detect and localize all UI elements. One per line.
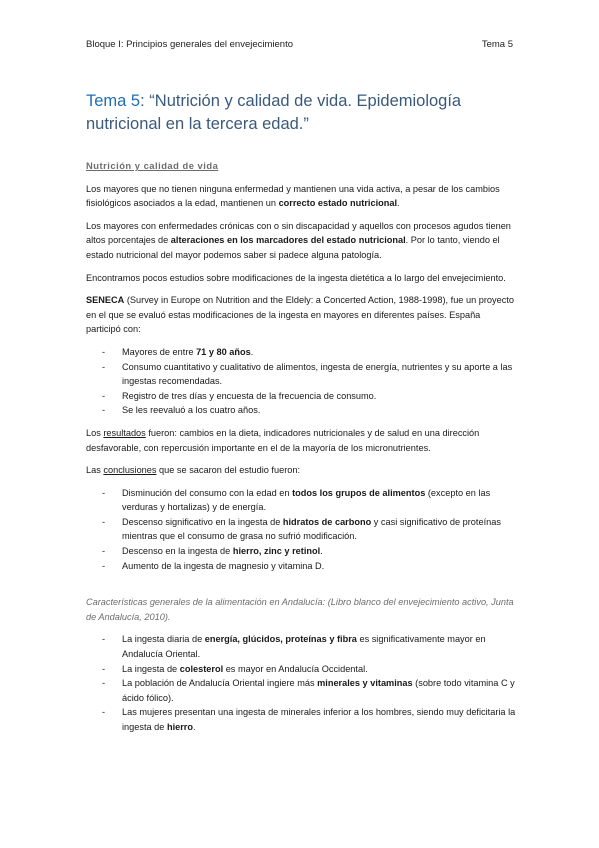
bold-text: hidratos de carbono [282,516,372,527]
section-heading-italic: Características generales de la alimentación en Andalucía: (Libro blanco del envejecimiento activo, Junta de Andalucía, 2010). [86,597,514,622]
bullet-list [86,632,516,734]
text-run: Se les reevaluó a los cuatro años. [122,405,261,416]
page-header [86,39,513,53]
underlined-text: resultados [103,427,146,438]
bold-text: todos los grupos de alimentos [292,487,426,498]
list-item [86,559,516,574]
list-item [86,676,516,705]
text-run: Las mujeres presentan una ingesta de minerales inferior a los hombres, siendo muy deficitaria la ingesta de [122,707,516,732]
text-run: Descenso significativo en la ingesta de [122,516,283,527]
text-run: Los mayores con enfermedades crónicas con o sin discapacidad y aquellos con procesos agudos tienen altos porcentajes de [86,220,511,246]
text-run: Los mayores que no tienen ninguna enfermedad y mantienen una vida activa, a pesar de los cambios fisiológicos asociados a la edad, mantienen un [86,183,500,209]
paragraph [86,463,516,478]
text-run: Consumo cuantitativo y cualitativo de alimentos, ingesta de energía, nutrientes y su aporte a las ingestas recomendadas. [122,361,513,387]
text-run: (excepto en las verduras y hortalizas) y de energía. [122,487,491,513]
document-body [86,159,516,743]
bold-text: energía, glúcidos, proteínas y fibra [204,634,357,645]
bullet-list [86,345,516,418]
text-run: . [320,546,323,557]
text-run: (sobre todo vitamina C y ácido fólico). [122,678,515,703]
list-item [86,486,516,515]
header-right: Tema 5 [481,39,513,50]
text-run: es significativamente mayor en Andalucía Oriental. [122,634,486,660]
paragraph [86,426,516,455]
bold-text: hierro, zinc y retinol [232,546,321,557]
bold-text: SENECA [86,295,125,306]
text-run: es mayor en Andalucía Occidental. [223,663,368,674]
text-run: que se sacaron del estudio fueron: [156,465,301,476]
bold-text: hierro [166,722,193,732]
text-run: Disminución del consumo con la edad en [122,487,293,498]
text-run: Descenso en la ingesta de [122,546,233,557]
bold-text: 71 y 80 años [196,346,251,357]
list-item [86,403,516,418]
text-run: La ingesta diaria de [122,634,205,645]
bold-text: correcto estado nutricional [278,198,398,209]
list-item [86,389,516,404]
list-item [86,345,516,360]
page-title [86,90,526,136]
bullet-list [86,486,516,574]
list-item [86,515,516,544]
text-run: La población de Andalucía Oriental ingiere más [122,678,318,689]
text-run: Registro de tres días y encuesta de la frecuencia de consumo. [122,390,377,401]
text-run: Las [86,465,104,476]
bold-text: colesterol [179,663,224,674]
title-text: : “Nutrición y calidad de vida. Epidemiología nutricional en la tercera edad.” [86,92,462,133]
list-item [86,705,516,734]
paragraph [86,293,516,337]
list-item [86,632,516,661]
paragraph [86,219,516,263]
text-run: y casi significativo de proteínas mientras que el consumo de grasa no sufrió modificación. [122,516,501,542]
header-left: Bloque I: Principios generales del envejecimiento [86,39,294,50]
bold-text: alteraciones en los marcadores del estado nutricional [170,235,406,246]
text-run: La ingesta de [122,663,180,674]
text-run: fueron: cambios en la dieta, indicadores nutricionales y de salud en una dirección desfavorable, con repercusión importante en el de la mayoría de los micronutrientes. [86,427,480,453]
text-run: . [397,198,400,209]
paragraph [86,182,516,211]
text-run: Mayores de entre [122,346,197,357]
text-run: (Survey in Europe on Nutrition and the Eldely: a Concerted Action, 1988-1998), fue un proyecto en el que se evaluó estas modificaciones de la ingesta en mayores en diferentes países. España participó con: [86,295,514,335]
paragraph: Encontramos pocos estudios sobre modificaciones de la ingesta dietética a lo largo del envejecimiento. [86,272,506,283]
list-item [86,544,516,559]
bold-text: minerales y vitaminas [317,678,413,689]
list-item [86,360,516,389]
section-heading: Nutrición y calidad de vida [86,160,219,171]
underlined-text: conclusiones [103,465,157,476]
text-run: Aumento de la ingesta de magnesio y vitamina D. [122,560,325,571]
text-run: . Por lo tanto, viendo el estado nutricional del mayor podemos saber si padece alguna patología. [86,235,500,260]
text-run: . [193,722,196,732]
text-run: . [250,346,254,357]
list-item [86,662,516,677]
text-run: Los [86,427,104,438]
title-lead: Tema 5 [86,92,141,110]
